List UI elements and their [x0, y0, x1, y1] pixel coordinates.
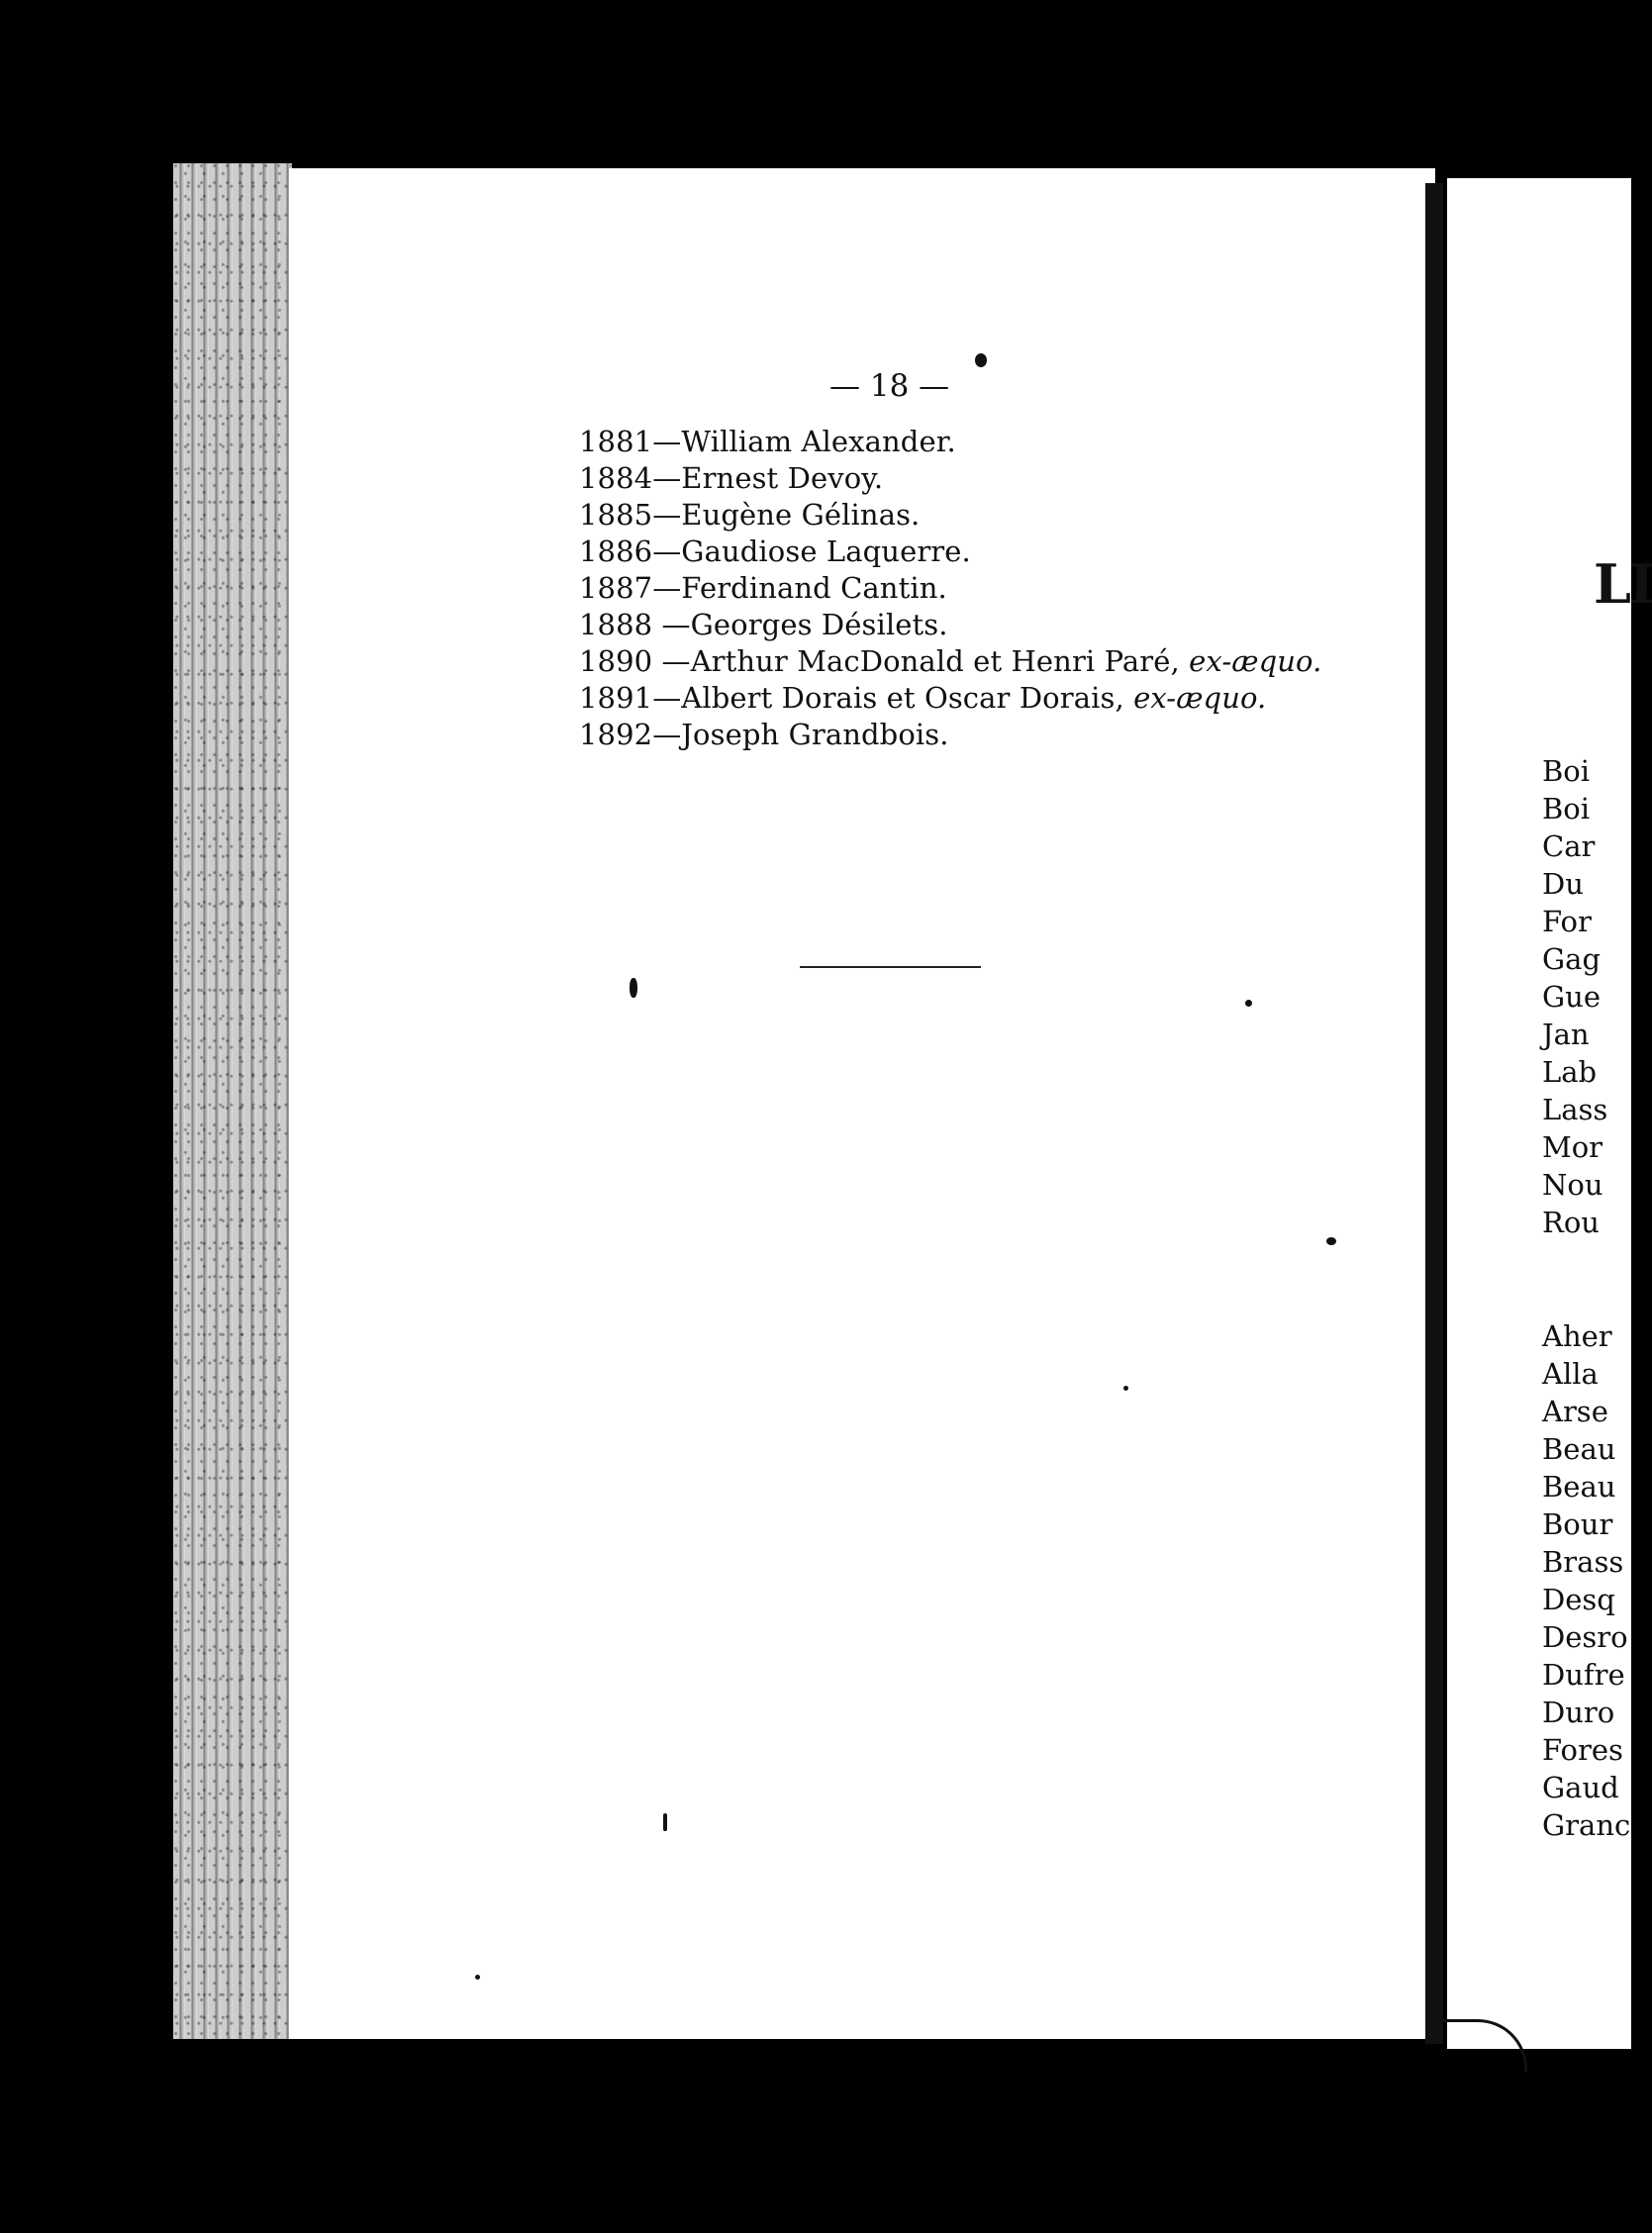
entry-year: 1887	[579, 571, 653, 605]
list-item: Beau	[1542, 1470, 1616, 1504]
list-item: Desq	[1542, 1583, 1615, 1616]
list-item: Arse	[1542, 1395, 1608, 1428]
entry-name: —Ferdinand Cantin.	[652, 571, 947, 605]
entry-note: ex-æquo.	[1133, 681, 1267, 715]
entry-1887	[579, 570, 1292, 607]
entry-name: —Arthur MacDonald et Henri Paré,	[652, 644, 1190, 678]
list-item: Beau	[1542, 1432, 1616, 1466]
entry-year: 1888	[579, 608, 653, 641]
list-item: Nou	[1542, 1168, 1603, 1202]
list-item: Aher	[1542, 1319, 1612, 1353]
entry-name: —Gaudiose Laquerre.	[652, 534, 971, 568]
entry-1890	[579, 643, 1322, 680]
entry-year: 1891	[579, 681, 653, 715]
ink-speck	[1326, 1237, 1336, 1245]
list-item: Desro	[1542, 1620, 1628, 1654]
list-item: Mor	[1542, 1130, 1603, 1164]
entry-name: —Ernest Devoy.	[652, 461, 884, 495]
entry-year: 1881	[579, 425, 653, 458]
entry-1892	[579, 717, 1292, 753]
entry-list	[579, 424, 1322, 753]
entry-1881	[579, 424, 1292, 460]
entry-1886	[579, 534, 1292, 570]
entry-1885	[579, 497, 1292, 534]
list-item: Du	[1542, 867, 1584, 901]
ink-speck	[630, 978, 637, 998]
entry-name: —Eugène Gélinas.	[652, 498, 921, 532]
entry-year: 1884	[579, 461, 653, 495]
entry-name: —Albert Dorais et Oscar Dorais,	[652, 681, 1134, 715]
book-page-edges	[173, 163, 292, 2039]
list-item: Gue	[1542, 980, 1602, 1014]
ink-speck	[1245, 1000, 1252, 1007]
list-item: Alla	[1542, 1357, 1599, 1391]
entry-year: 1885	[579, 498, 653, 532]
list-item: Rou	[1542, 1206, 1600, 1239]
entry-name: —Joseph Grandbois.	[652, 718, 949, 751]
entry-year: 1886	[579, 534, 653, 568]
list-item: Gaud	[1542, 1771, 1619, 1804]
section-divider	[800, 966, 981, 968]
list-item: Granc	[1542, 1808, 1631, 1842]
list-item: Car	[1542, 829, 1596, 863]
entry-1891	[579, 680, 1292, 717]
right-page-name-list-2	[1542, 1317, 1630, 1844]
list-item: Duro	[1542, 1696, 1615, 1729]
right-page-heading: LI	[1594, 552, 1652, 616]
list-item: Boi	[1542, 792, 1591, 825]
list-item: Lass	[1542, 1093, 1608, 1126]
entry-1888	[579, 607, 1292, 643]
entry-name: —William Alexander.	[652, 425, 956, 458]
list-item: Boi	[1542, 754, 1591, 788]
ink-speck	[663, 1813, 667, 1831]
list-item: Jan	[1542, 1018, 1590, 1051]
ink-speck	[975, 353, 987, 367]
entry-note: ex-æquo.	[1189, 644, 1322, 678]
list-item: Lab	[1542, 1055, 1598, 1089]
entry-1884	[579, 460, 1292, 497]
right-page-name-list	[1542, 752, 1607, 1241]
ink-speck	[1123, 1386, 1128, 1391]
page-number: — 18 —	[829, 368, 950, 404]
list-item: Brass	[1542, 1545, 1624, 1579]
list-item: Bour	[1542, 1507, 1613, 1541]
entry-year: 1890	[579, 644, 653, 678]
list-item: Gag	[1542, 942, 1602, 976]
ink-speck	[475, 1975, 480, 1980]
list-item: Fores	[1542, 1733, 1623, 1767]
list-item: For	[1542, 905, 1592, 938]
page-gutter	[1425, 183, 1443, 2044]
entry-year: 1892	[579, 718, 653, 751]
list-item: Dufre	[1542, 1658, 1625, 1692]
entry-name: —Georges Désilets.	[652, 608, 948, 641]
